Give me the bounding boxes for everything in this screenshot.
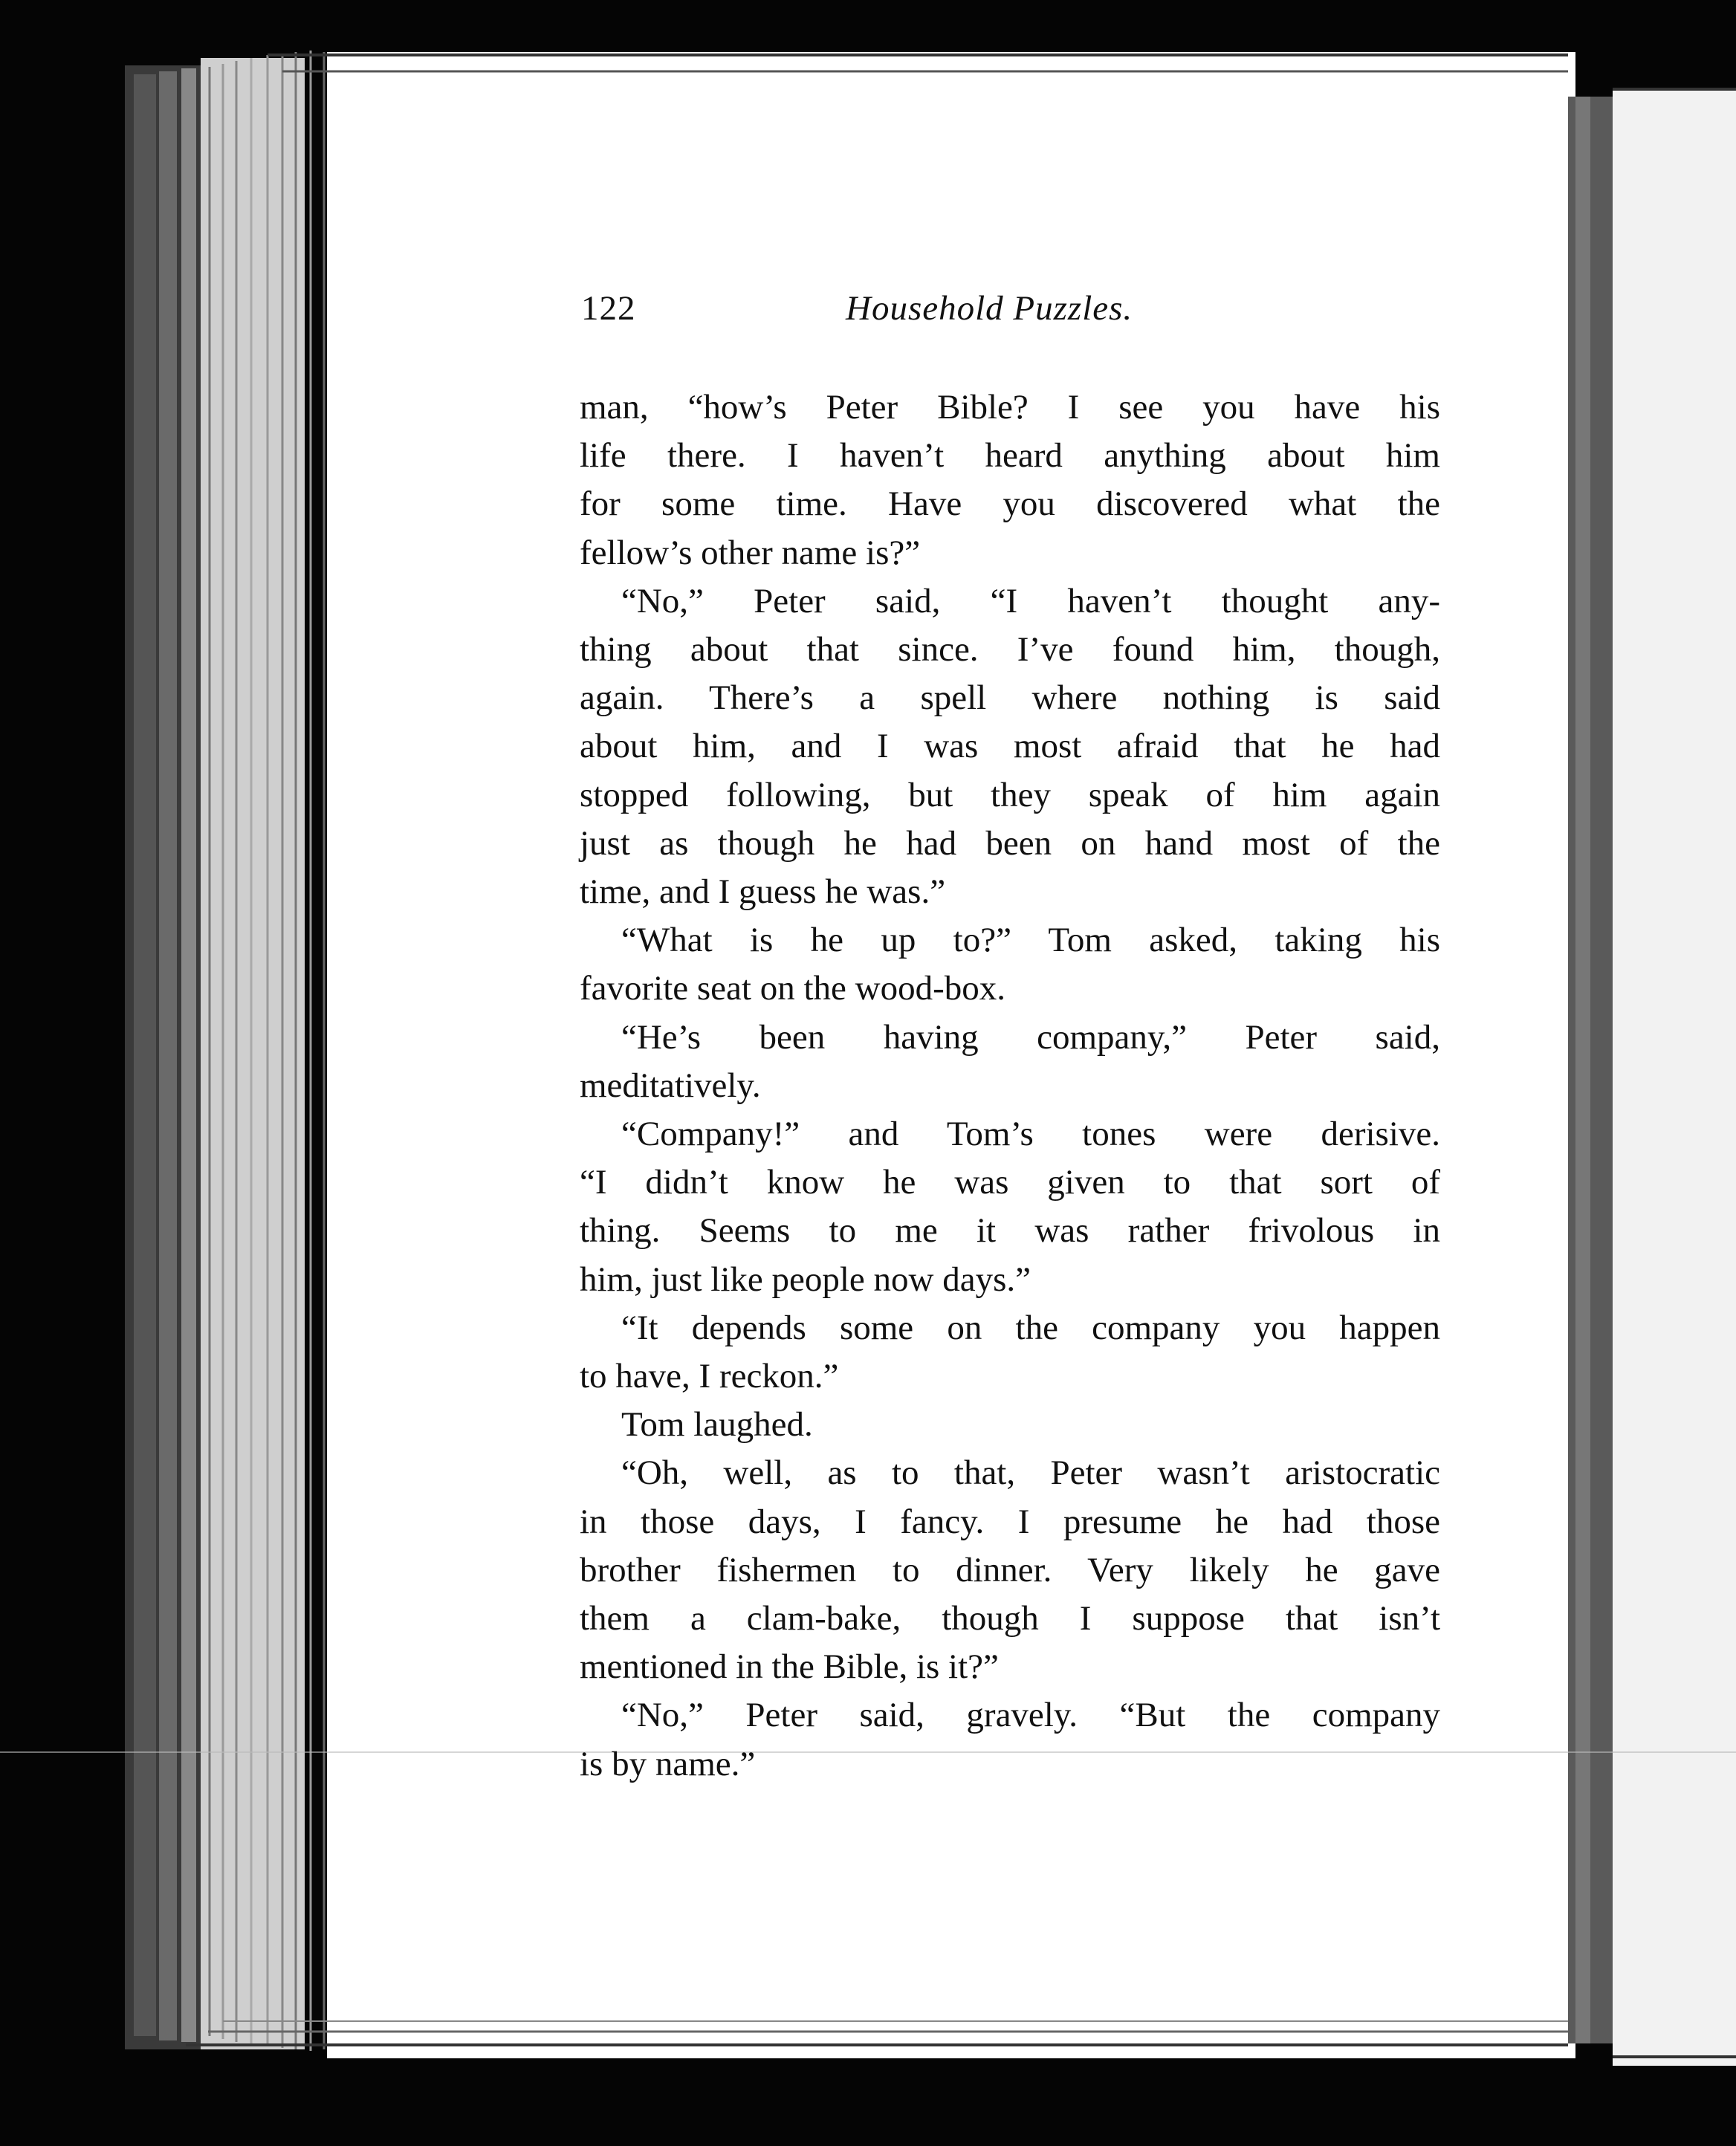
text-line: “I didn’t know he was given to that sort of <box>580 1163 1440 1202</box>
text-line: just as though he had been on hand most of the <box>580 823 1440 863</box>
text-line: “No,” Peter said, “I haven’t thought any- <box>621 581 1440 620</box>
text-line: him, just like people now days.” <box>580 1260 1031 1299</box>
text-line: to have, I reckon.” <box>580 1357 839 1395</box>
running-head: Household Puzzles. <box>846 289 1133 328</box>
text-line: time, and I guess he was.” <box>580 872 946 911</box>
text-line: “He’s been having company,” Peter said, <box>621 1017 1440 1057</box>
text-line: favorite seat on the wood-box. <box>580 969 1005 1008</box>
page-number: 122 <box>581 289 636 328</box>
text-line: life there. I haven’t heard anything about him <box>580 436 1440 476</box>
text-line: “No,” Peter said, gravely. “But the company <box>621 1696 1440 1735</box>
text-line: “What is he up to?” Tom asked, taking his <box>621 921 1440 960</box>
text-line: thing about that since. I’ve found him, though, <box>580 630 1440 669</box>
text-line: brother fishermen to dinner. Very likely he gave <box>580 1550 1440 1589</box>
text-line: “Oh, well, as to that, Peter wasn’t aristocratic <box>621 1453 1440 1493</box>
text-line: is by name.” <box>580 1744 756 1783</box>
text-line: thing. Seems to me it was rather frivolous in <box>580 1211 1440 1251</box>
text-line: again. There’s a spell where nothing is said <box>580 678 1440 718</box>
text-line: fellow’s other name is?” <box>580 533 921 572</box>
text-line: about him, and I was most afraid that he had <box>580 727 1440 766</box>
text-line: Tom laughed. <box>621 1405 813 1445</box>
text-line: them a clam-bake, though I suppose that isn’t <box>580 1599 1440 1638</box>
text-line: meditatively. <box>580 1066 761 1105</box>
text-line: “Company!” and Tom’s tones were derisive. <box>621 1115 1440 1153</box>
text-line: “It depends some on the company you happen <box>621 1308 1440 1347</box>
text-line: man, “how’s Peter Bible? I see you have his <box>580 388 1440 427</box>
text-line: for some time. Have you discovered what the <box>580 484 1440 524</box>
text-line: stopped following, but they speak of him again <box>580 775 1440 814</box>
text-line: in those days, I fancy. I presume he had those <box>580 1502 1440 1541</box>
text-line: mentioned in the Bible, is it?” <box>580 1647 999 1687</box>
